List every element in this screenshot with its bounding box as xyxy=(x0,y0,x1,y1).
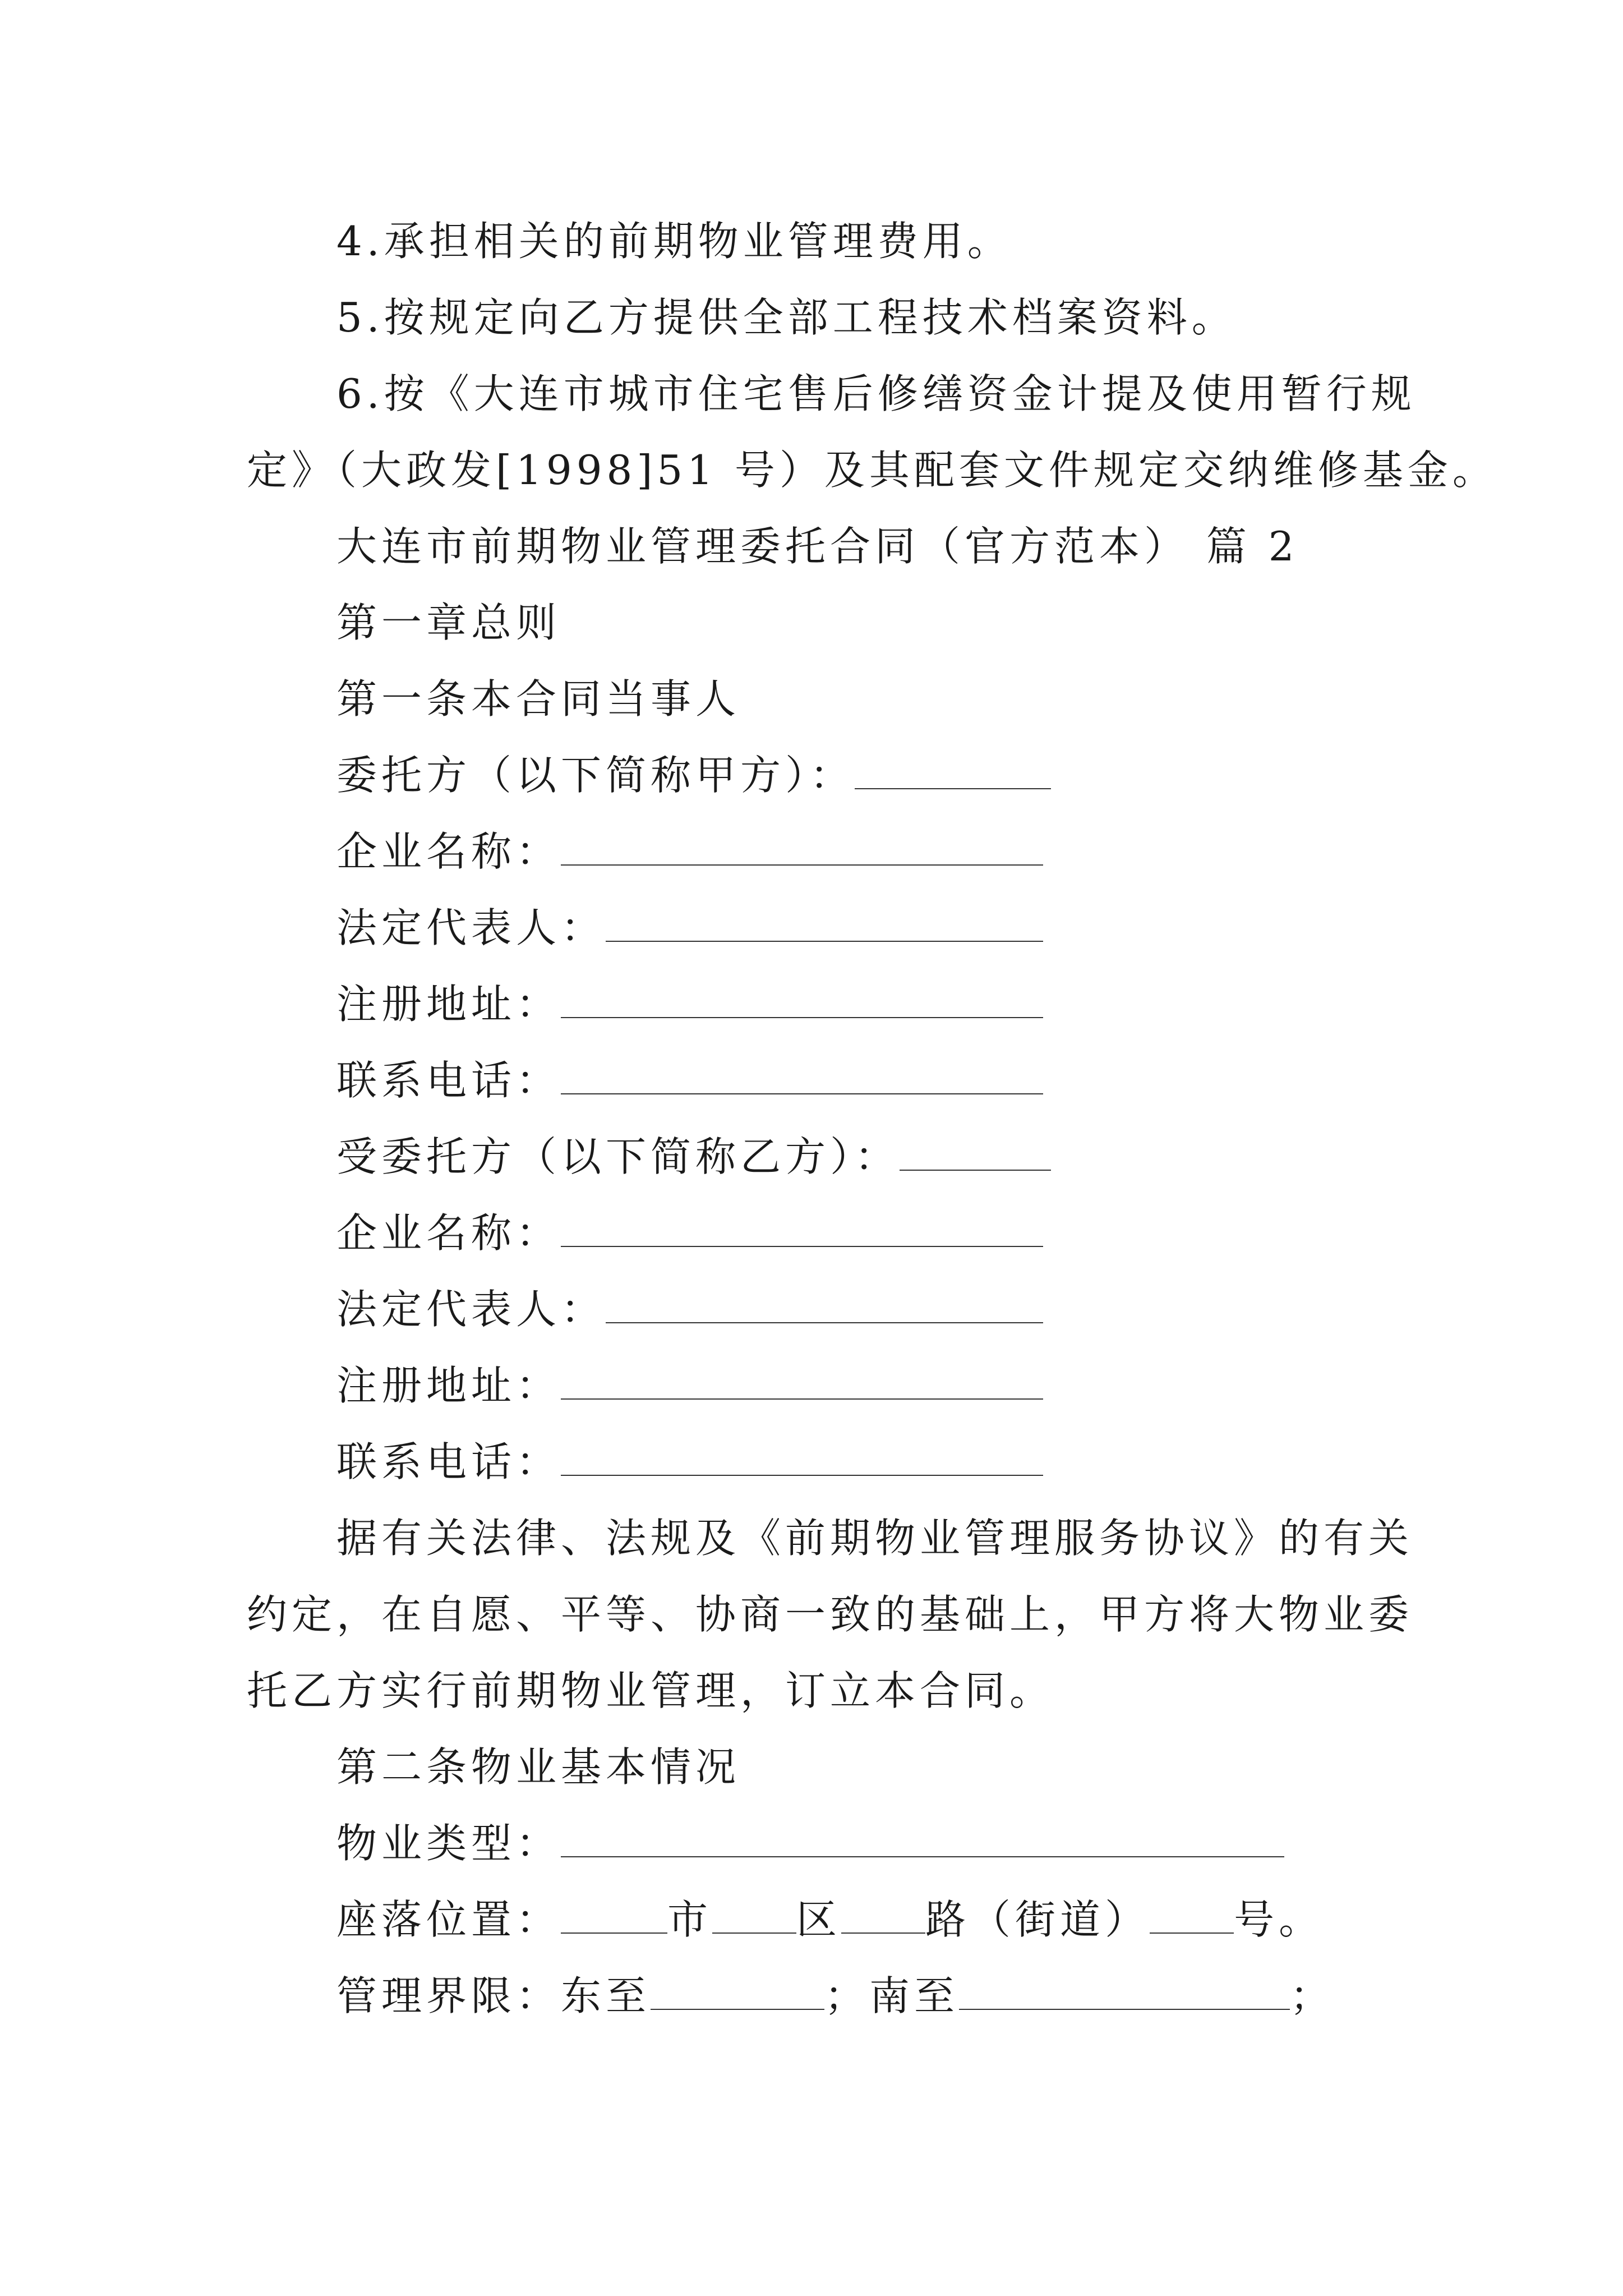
article-1-heading: 第一条本合同当事人 xyxy=(336,675,741,723)
clause-6-line1: 6.按《大连市城市住宅售后修缮资金计提及使用暂行规 xyxy=(336,370,1416,417)
party-a-address-field xyxy=(336,977,1043,1031)
party-a-label: 委托方（以下简称甲方）： xyxy=(336,752,855,799)
party-a-phone-blank[interactable] xyxy=(561,1054,1043,1094)
location-city-blank[interactable] xyxy=(561,1893,667,1934)
preamble-line1: 据有关法律、法规及《前期物业管理服务协议》的有关 xyxy=(336,1515,1414,1562)
boundary-east-label: 管理界限：东至 xyxy=(336,1972,651,2019)
party-b-rep-blank[interactable] xyxy=(606,1283,1043,1323)
party-a-rep-label: 法定代表人： xyxy=(336,904,606,951)
property-type-field xyxy=(336,1816,1284,1870)
party-a-rep-field xyxy=(336,901,1043,955)
party-a-address-blank[interactable] xyxy=(561,978,1043,1018)
party-b-phone-field xyxy=(336,1435,1043,1489)
location-road-text: 路（街道） xyxy=(925,1896,1150,1943)
location-field xyxy=(336,1893,1324,1947)
party-b-rep-field xyxy=(336,1282,1043,1336)
party-b-address-blank[interactable] xyxy=(561,1359,1043,1400)
party-a-address-label: 注册地址： xyxy=(336,981,561,1028)
location-number-text: 号。 xyxy=(1234,1896,1324,1943)
party-b-company-blank[interactable] xyxy=(561,1207,1043,1247)
party-a-phone-field xyxy=(336,1053,1043,1107)
boundary-field xyxy=(336,1969,1335,2023)
party-b-rep-label: 法定代表人： xyxy=(336,1286,606,1333)
article-2-heading: 第二条物业基本情况 xyxy=(336,1743,741,1791)
boundary-south-label: ；南至 xyxy=(824,1972,960,2019)
clause-6-line2: 定》（大政发[1998]51 号）及其配套文件规定交纳维修基金。 xyxy=(247,447,1497,494)
boundary-east-blank[interactable] xyxy=(651,1970,824,2010)
clause-5: 5.按规定向乙方提供全部工程技术档案资料。 xyxy=(336,294,1237,341)
property-type-label: 物业类型： xyxy=(336,1820,561,1867)
party-a-company-field xyxy=(336,825,1043,878)
party-b-phone-blank[interactable] xyxy=(561,1435,1043,1476)
party-a-blank[interactable] xyxy=(855,749,1051,789)
party-a-company-blank[interactable] xyxy=(561,825,1043,866)
party-a-company-label: 企业名称： xyxy=(336,828,561,875)
location-road-blank[interactable] xyxy=(841,1893,925,1934)
party-b-address-label: 注册地址： xyxy=(336,1362,561,1409)
boundary-south-blank[interactable] xyxy=(959,1970,1290,2010)
party-b-address-field xyxy=(336,1359,1043,1412)
clause-4: 4.承担相关的前期物业管理费用。 xyxy=(336,218,1012,265)
party-b-phone-label: 联系电话： xyxy=(336,1438,561,1485)
property-type-blank[interactable] xyxy=(561,1817,1284,1857)
party-b-label: 受委托方（以下简称乙方）： xyxy=(336,1133,900,1180)
location-label: 座落位置： xyxy=(336,1896,561,1943)
boundary-end-mark: ； xyxy=(1290,1972,1335,2019)
party-b-blank[interactable] xyxy=(900,1130,1051,1171)
preamble-line3: 托乙方实行前期物业管理，订立本合同。 xyxy=(247,1667,1055,1714)
location-district-text: 区 xyxy=(796,1896,842,1943)
location-city-text: 市 xyxy=(667,1896,713,1943)
preamble-line2: 约定，在自愿、平等、协商一致的基础上，甲方将大物业委 xyxy=(247,1591,1414,1638)
party-b-company-field xyxy=(336,1206,1043,1260)
chapter-heading: 第一章总则 xyxy=(336,599,561,646)
party-b-company-label: 企业名称： xyxy=(336,1209,561,1257)
location-number-blank[interactable] xyxy=(1150,1893,1234,1934)
party-a-rep-blank[interactable] xyxy=(606,901,1043,942)
location-district-blank[interactable] xyxy=(712,1893,796,1934)
party-a-field xyxy=(336,748,1051,802)
party-b-field xyxy=(336,1130,1051,1184)
party-a-phone-label: 联系电话： xyxy=(336,1057,561,1104)
contract-title: 大连市前期物业管理委托合同（官方范本） 篇 2 xyxy=(336,523,1299,570)
